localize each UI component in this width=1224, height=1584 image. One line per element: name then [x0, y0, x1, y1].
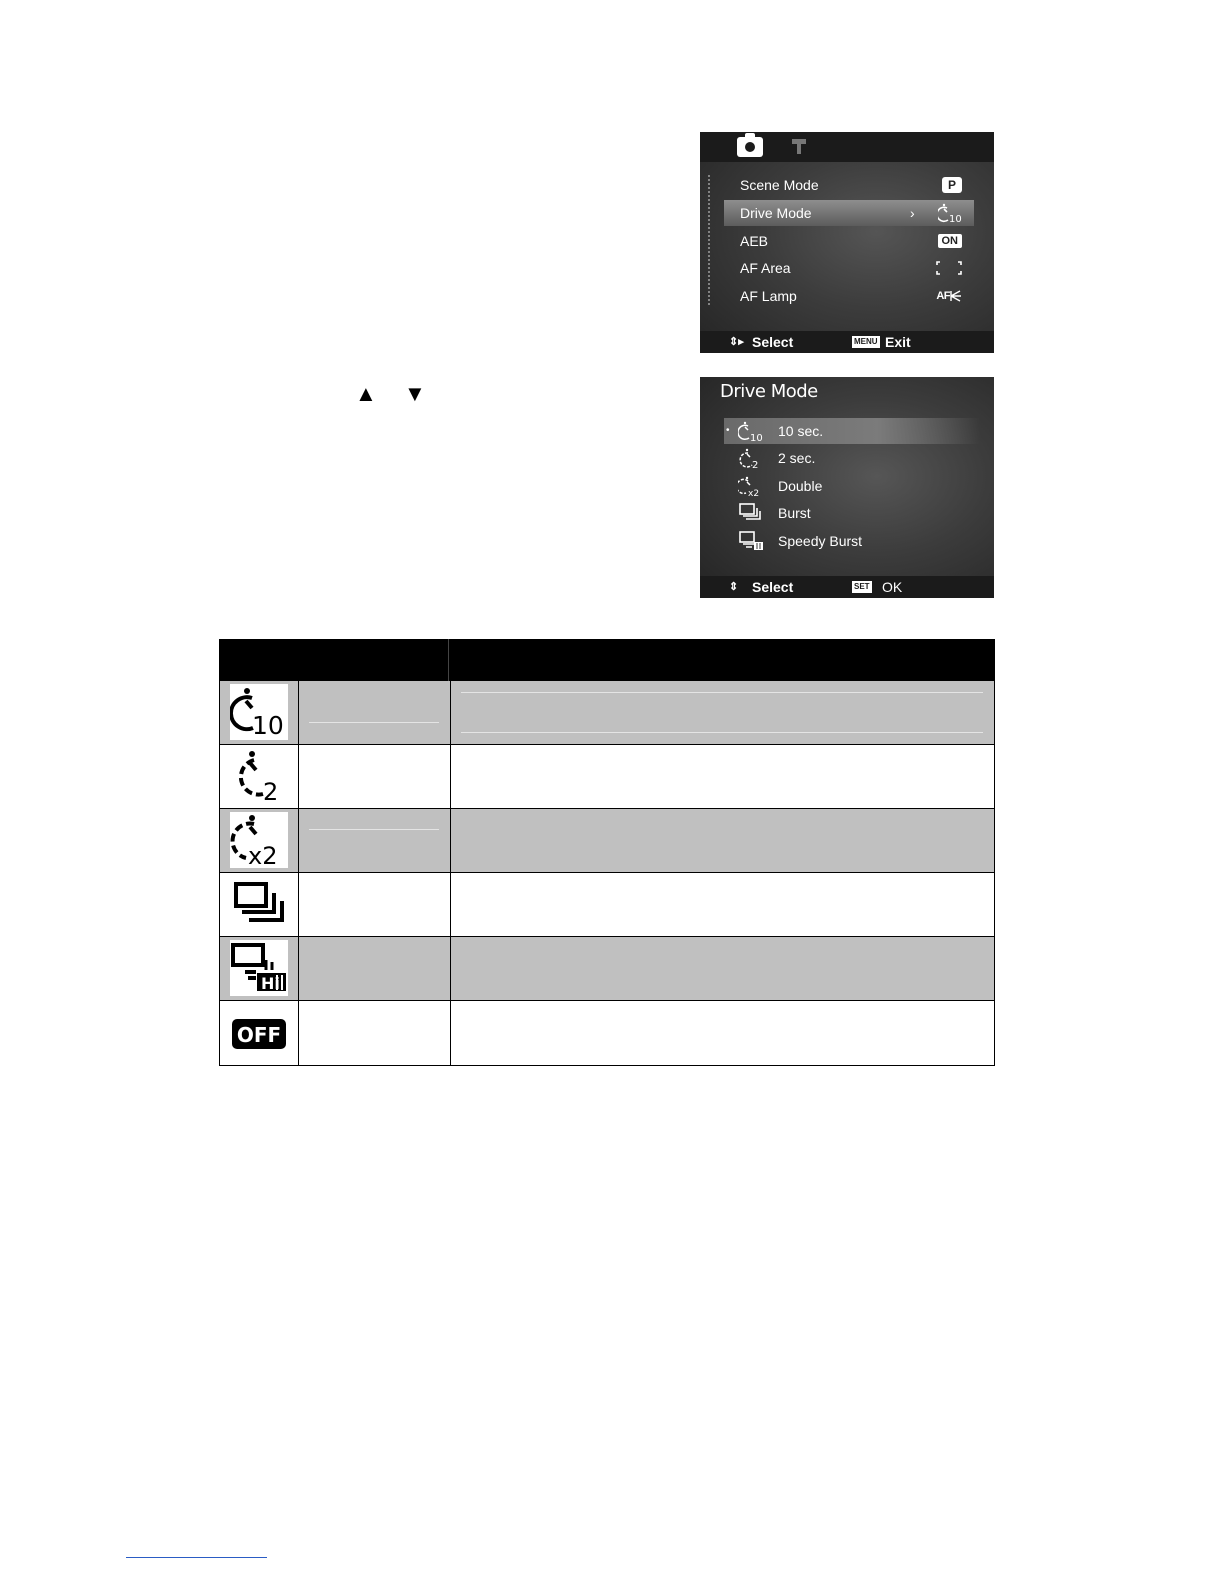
table-row [219, 681, 995, 745]
submenu-footer [700, 576, 994, 598]
icon-cell [220, 809, 299, 872]
svg-text:2: 2 [263, 778, 279, 804]
menu-item-af-area[interactable] [724, 255, 974, 281]
select-hint: Select [752, 579, 794, 595]
menu-item-drive-mode[interactable] [724, 200, 974, 226]
select-hint: Select [752, 334, 794, 350]
speedy-burst-icon [738, 530, 764, 552]
icon-cell [220, 745, 299, 808]
burst-icon [230, 876, 288, 932]
menu-item-scene-mode[interactable] [724, 172, 974, 198]
description-cell [451, 873, 994, 936]
icon-cell [220, 681, 299, 744]
setup-icon[interactable] [792, 139, 806, 155]
menu-tab-bar [700, 132, 994, 162]
af-lamp-icon: AF [936, 290, 950, 302]
menu-item-label: AF Lamp [740, 288, 797, 304]
drive-option-label: Double [778, 478, 823, 494]
name-cell [299, 1001, 451, 1065]
self-timer-2s-icon [738, 447, 764, 469]
navigation-arrows-icon: ⇕▸ [729, 336, 744, 348]
name-cell [299, 681, 451, 744]
name-cell [299, 809, 451, 872]
description-cell [451, 681, 994, 744]
drive-option-speedy-burst[interactable] [724, 528, 980, 554]
self-timer-2s-icon [230, 748, 288, 804]
menu-item-label: Scene Mode [740, 177, 819, 193]
double-timer-icon [738, 475, 764, 497]
footer-link-rule [126, 1557, 267, 1558]
selected-bullet: • [726, 425, 730, 436]
off-icon [230, 1005, 288, 1061]
svg-text:10: 10 [750, 433, 763, 442]
menu-key-icon: MENU [854, 337, 878, 346]
menu-footer [700, 331, 994, 353]
on-badge-icon: ON [938, 234, 963, 248]
table-row [219, 1001, 995, 1066]
self-timer-10s-icon [738, 420, 764, 442]
svg-text:x2: x2 [748, 489, 760, 497]
menu-item-label: AEB [740, 233, 769, 249]
header-divider [448, 639, 449, 681]
icon-cell [220, 937, 299, 1000]
description-cell [451, 937, 994, 1000]
menu-item-aeb[interactable] [724, 228, 974, 254]
description-cell [451, 745, 994, 808]
icon-cell [220, 873, 299, 936]
arrow-down-icon: ▼ [404, 381, 426, 406]
menu-item-af-lamp[interactable] [724, 283, 974, 309]
name-cell [299, 745, 451, 808]
svg-text:10: 10 [252, 711, 284, 740]
name-cell [299, 873, 451, 936]
table-row [219, 809, 995, 873]
exit-hint: Exit [885, 334, 911, 350]
camera-icon[interactable] [737, 137, 763, 157]
drive-option-burst[interactable] [724, 500, 980, 526]
svg-text:2: 2 [752, 460, 759, 469]
svg-text:x2: x2 [248, 842, 278, 868]
submenu-title: Drive Mode [720, 381, 818, 402]
svg-text:Hi: Hi [261, 974, 280, 993]
svg-text:10: 10 [949, 214, 962, 224]
double-timer-icon [230, 812, 288, 868]
drive-option-label: 10 sec. [778, 423, 824, 439]
speedy-burst-icon [230, 940, 288, 996]
ok-hint: OK [882, 579, 903, 595]
menu-scroll-indicator [707, 174, 712, 306]
name-cell [299, 937, 451, 1000]
off-icon-label: OFF [236, 1023, 282, 1047]
af-area-brackets-icon [936, 261, 962, 275]
drive-option-label: Burst [778, 505, 811, 521]
description-cell [451, 1001, 994, 1065]
table-row [219, 937, 995, 1001]
camera-menu-screen [700, 132, 994, 353]
burst-icon [738, 502, 764, 524]
table-row [219, 745, 995, 809]
icon-cell [220, 1001, 299, 1065]
drive-mode-screen [700, 377, 994, 598]
drive-option-label: 2 sec. [778, 450, 816, 466]
arrow-up-icon: ▲ [355, 381, 377, 406]
drive-option-10-sec[interactable] [724, 418, 980, 444]
set-key-icon: SET [854, 582, 870, 591]
drive-option-double[interactable] [724, 473, 980, 499]
self-timer-10s-icon [230, 684, 288, 740]
drive-option-2-sec[interactable] [724, 445, 980, 471]
description-cell [451, 809, 994, 872]
navigation-arrows-icon: ⇕ [729, 581, 739, 593]
menu-item-label: AF Area [740, 260, 791, 276]
table-header [219, 639, 995, 681]
drive-option-label: Speedy Burst [778, 533, 863, 549]
menu-item-label: Drive Mode [740, 205, 812, 221]
table-row [219, 873, 995, 937]
af-lamp-rays-icon [950, 289, 962, 303]
chevron-right-icon: › [910, 205, 915, 221]
self-timer-10s-icon [938, 202, 962, 224]
program-mode-icon: P [942, 177, 962, 193]
